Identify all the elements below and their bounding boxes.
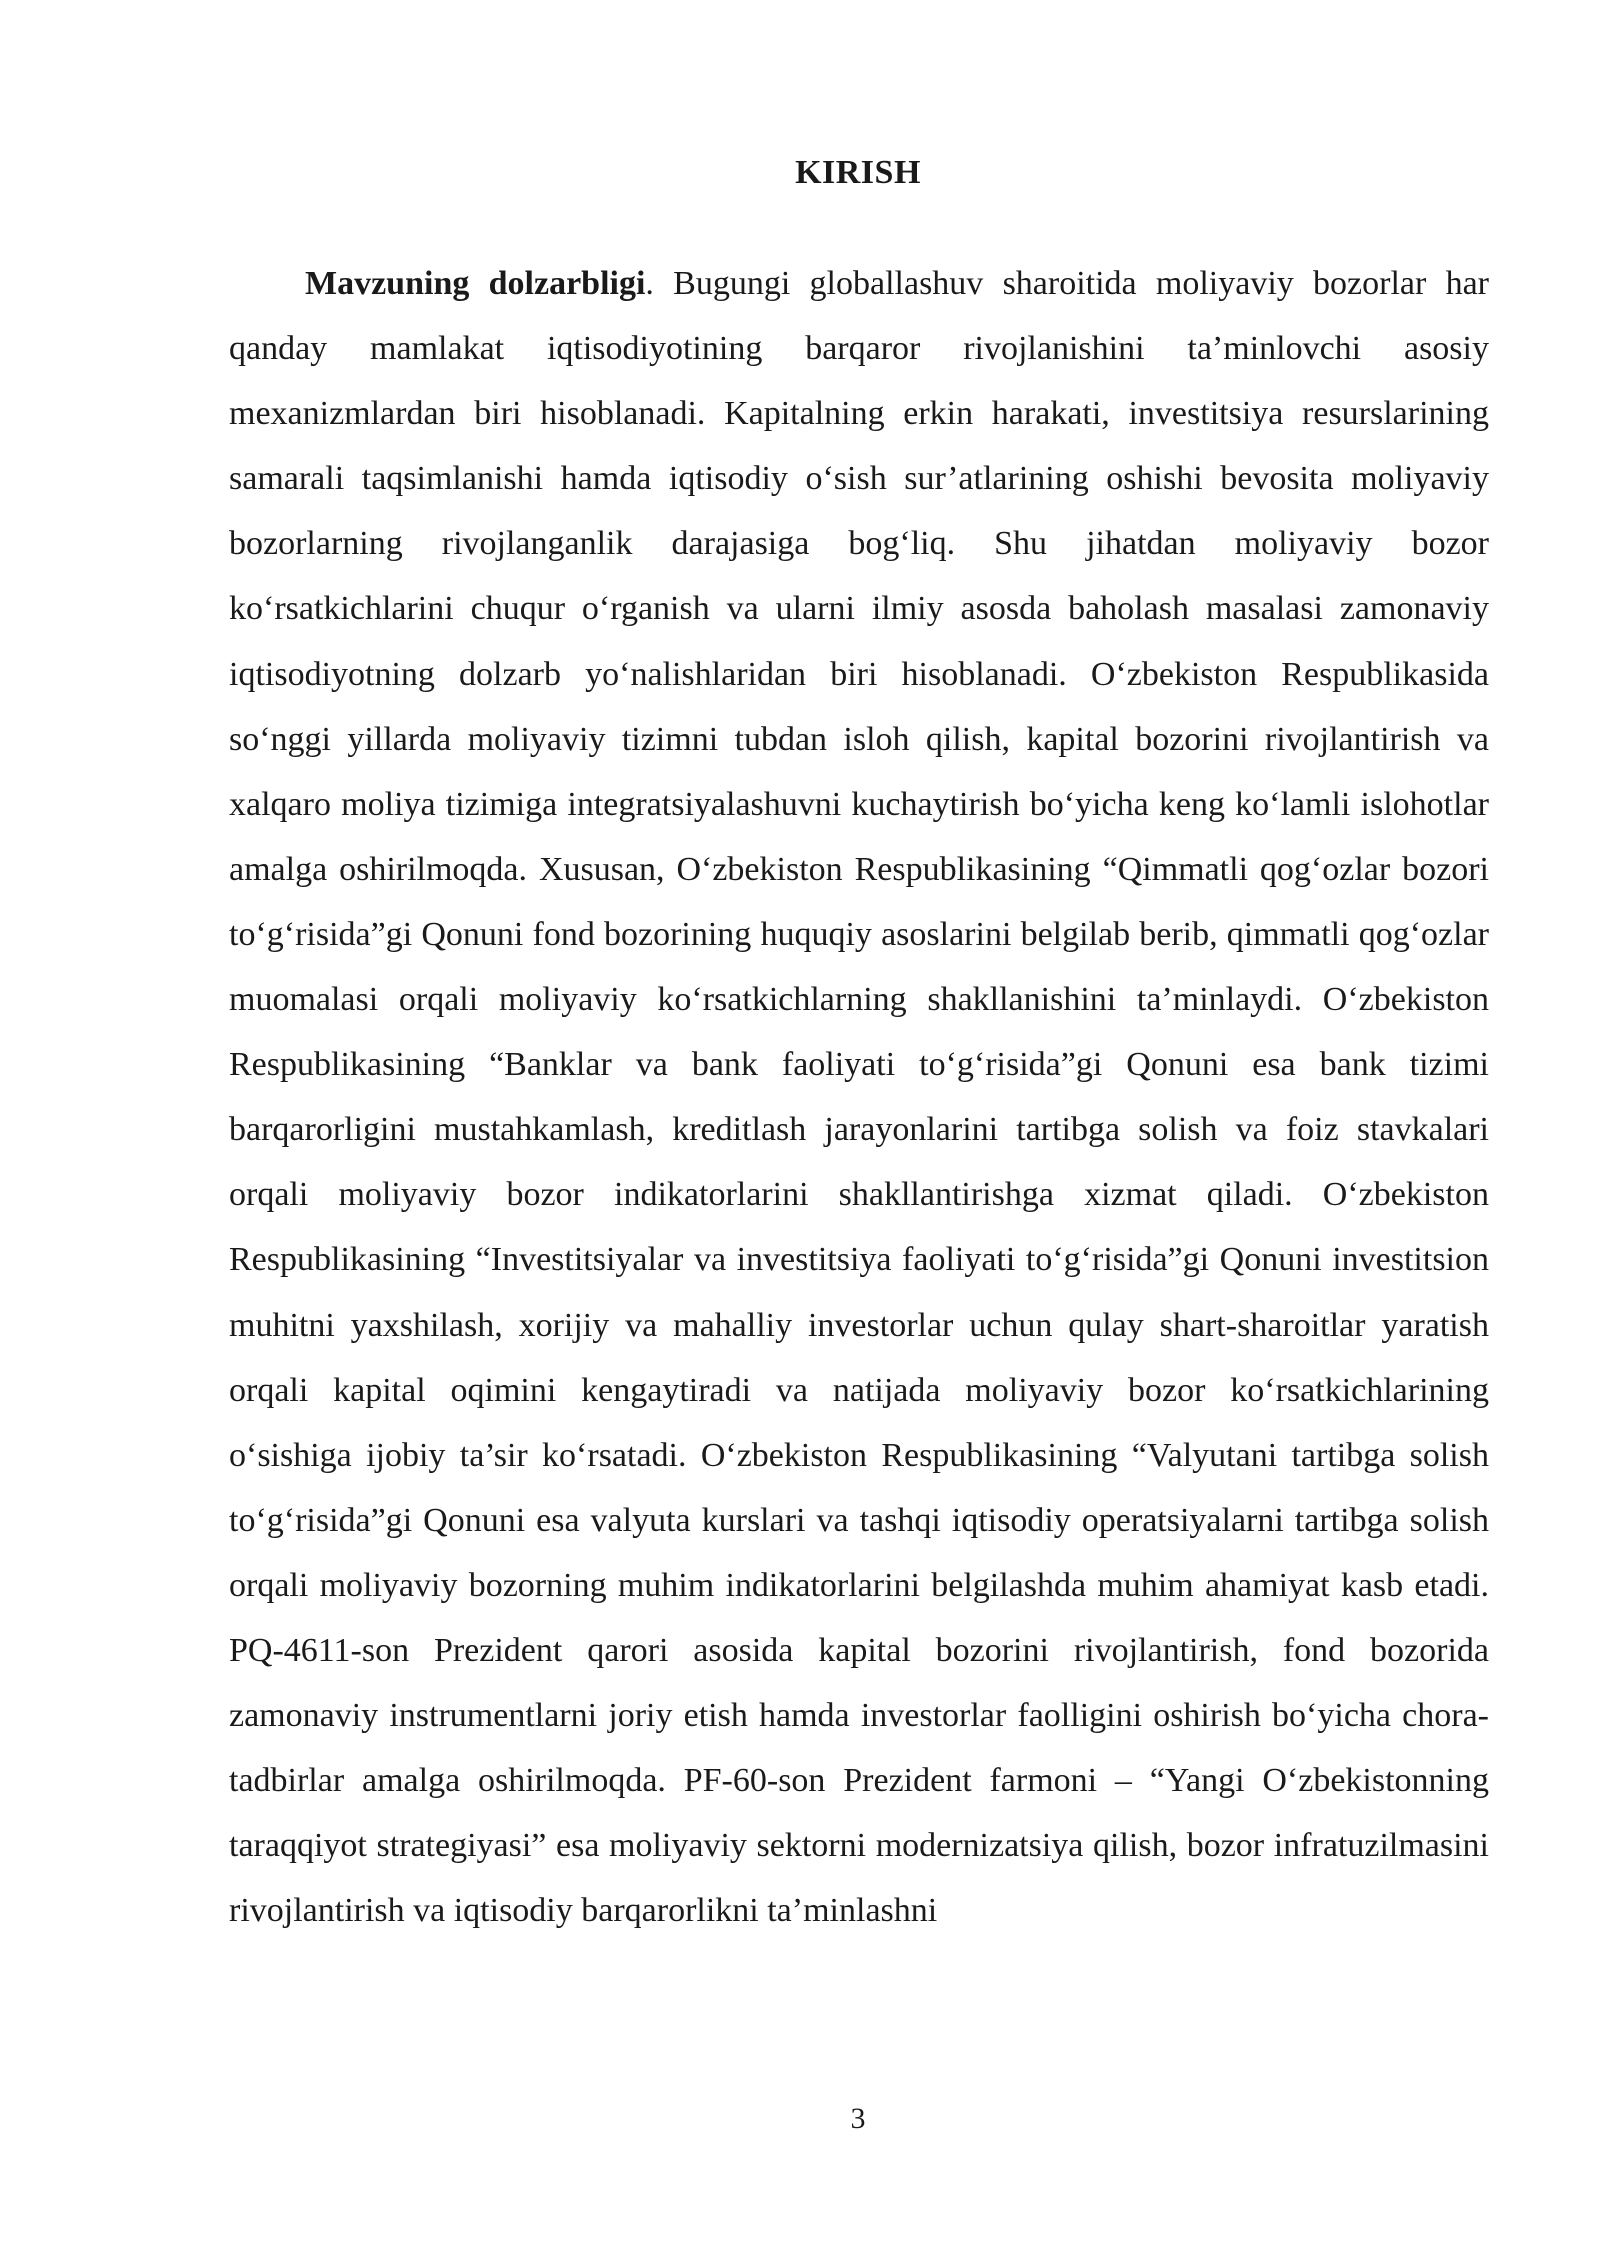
section-title: KIRISH (795, 154, 921, 191)
body-paragraph (229, 251, 1489, 1943)
paragraph-text: Bugungi globallashuv sharoitida moliyaviy bozorlar har qanday mamlakat iqtisodiyotining barqaror rivojlanishini ta’minlovchi asosiy mexanizmlardan biri hisoblanadi. Kapitalning erkin harakati, investitsiya resurslarining samarali taqsimlanishi hamda iqtisodiy o‘sish sur’atlarining oshishi bevosita moliyaviy bozorlarning rivojlanganlik darajasiga bog‘liq. Shu jihatdan moliyaviy bozor ko‘rsatkichlarini chuqur o‘rganish va ularni ilmiy asosda baholash masalasi zamonaviy iqtisodiyotning dolzarb yo‘nalishlaridan biri hisoblanadi. O‘zbekiston Respublikasida so‘nggi yillarda moliyaviy tizimni tubdan isloh qilish, kapital bozorini rivojlantirish va xalqaro moliya tizimiga integratsiyalashuvni kuchaytirish bo‘yicha keng ko‘lamli islohotlar amalga oshirilmoqda. Xususan, O‘zbekiston Respublikasining “Qimmatli qog‘ozlar bozori to‘g‘risida”gi Qonuni fond bozorining huquqiy asoslarini belgilab berib, qimmatli qog‘ozlar muomalasi orqali moliyaviy ko‘rsatkichlarning shakllanishini ta’minlaydi. O‘zbekiston Respublikasining “Banklar va bank faoliyati to‘g‘risida”gi Qonuni esa bank tizimi barqarorligini mustahkamlash, kreditlash jarayonlarini tartibga solish va foiz stavkalari orqali moliyaviy bozor indikatorlarini shakllantirishga xizmat qiladi. O‘zbekiston Respublikasining “Investitsiyalar va investitsiya faoliyati to‘g‘risida”gi Qonuni investitsion muhitni yaxshilash, xorijiy va mahalliy investorlar uchun qulay shart-sharoitlar yaratish orqali kapital oqimini kengaytiradi va natijada moliyaviy bozor ko‘rsatkichlarining o‘sishiga ijobiy ta’sir ko‘rsatadi. O‘zbekiston Respublikasining “Valyutani tartibga solish to‘g‘risida”gi Qonuni esa valyuta kurslari va tashqi iqtisodiy operatsiyalarni tartibga solish orqali moliyaviy bozorning muhim indikatorlarini belgilashda muhim ahamiyat kasb etadi. PQ-4611-son Prezident qarori asosida kapital bozorini rivojlantirish, fond bozorida zamonaviy instrumentlarni joriy etish hamda investorlar faolligini oshirish bo‘yicha chora-tadbirlar amalga oshirilmoqda. PF-60-son Prezident farmoni – “Yangi O‘zbekistonning taraqqiyot strategiyasi” esa moliyaviy sektorni modernizatsiya qilish, bozor infratuzilmasini rivojlantirish va iqtisodiy barqarorlikni ta’minlashni (229, 265, 1489, 1930)
paragraph-lead-heading: Mavzuning dolzarbligi (305, 265, 646, 302)
paragraph-lead-punctuation: . (645, 265, 654, 302)
page-number: 3 (850, 2102, 866, 2135)
